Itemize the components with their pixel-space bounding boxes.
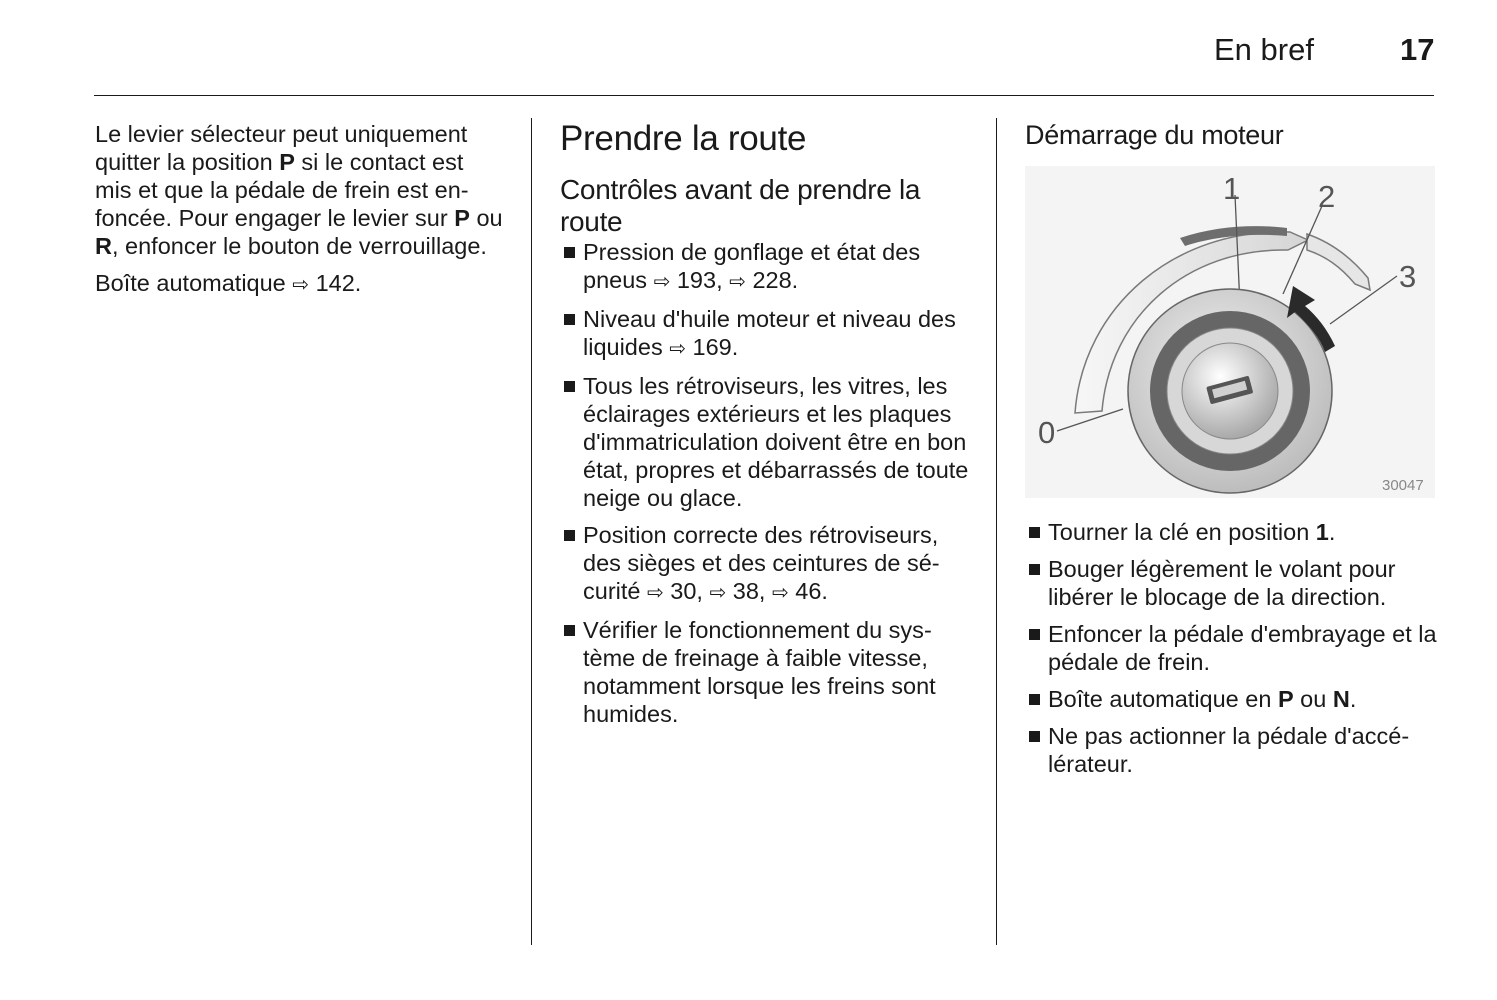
text-run: Bouger légèrement le volant pour libérer le blocage de la direction.: [1048, 556, 1396, 610]
subsection-heading: Contrôles avant de prendre la route: [560, 174, 921, 237]
page-reference[interactable]: 228.: [752, 267, 799, 293]
text-run: ou: [1293, 686, 1333, 712]
text-run: , enfoncer le bouton de verrouillage.: [111, 233, 487, 259]
page-number: 17: [1400, 32, 1435, 67]
text-run-bold: P: [454, 205, 470, 231]
reference-arrow-icon: ⇨: [292, 274, 310, 296]
page-reference[interactable]: 193,: [676, 267, 723, 293]
text-run: Boîte automatique: [95, 270, 286, 296]
text-run: Ne pas actionner la pédale d'accélérateur.: [1048, 723, 1410, 777]
paragraph-automatic-gearbox: [95, 269, 505, 299]
text-run: Niveau d'huile moteur et niveau des liquides: [583, 306, 956, 360]
position-label-3: 3: [1399, 259, 1417, 294]
text-run: Tous les rétroviseurs, les vitres, les éclairages extérieurs et les plaques d'immatriculation doivent être en bon état, propres et débarrassés de toute neige ou glace.: [583, 373, 969, 511]
list-item: [560, 372, 975, 512]
section-heading: Démarrage du moteur: [1025, 120, 1284, 150]
list-item: [1025, 518, 1440, 546]
list-item: [560, 521, 975, 607]
reference-arrow-icon: ⇨: [772, 582, 789, 604]
column-divider-2: [996, 118, 997, 945]
column-middle: [560, 118, 975, 737]
text-run-bold: N: [1332, 686, 1350, 712]
position-label-2: 2: [1318, 179, 1336, 214]
text-run: Pression de gonflage et état des pneus: [583, 239, 921, 293]
position-label-0: 0: [1038, 415, 1056, 450]
paragraph-selector-lever: [95, 120, 505, 260]
page-reference[interactable]: 142.: [315, 270, 362, 296]
text-run: .: [1349, 686, 1357, 712]
text-run: Position correcte des rétroviseurs, des sièges et des ceintures de sécurité: [583, 522, 940, 604]
text-run: Tourner la clé en position: [1048, 519, 1316, 545]
page-reference[interactable]: 38,: [732, 578, 766, 604]
header-rule: [94, 95, 1434, 96]
text-run: .: [1328, 519, 1336, 545]
figure-code: 30047: [1382, 477, 1424, 494]
list-item: [1025, 722, 1440, 778]
list-item: [1025, 620, 1440, 676]
text-run-bold: R: [95, 233, 112, 259]
text-run-bold: 1: [1315, 519, 1329, 545]
column-divider-1: [531, 118, 532, 945]
position-label-1: 1: [1223, 171, 1241, 206]
page-reference[interactable]: 46.: [795, 578, 828, 604]
text-run: Vérifier le fonctionnement du système de freinage à faible vitesse, notamment lorsque les freins sont humides.: [583, 617, 936, 727]
page-reference[interactable]: 169.: [692, 334, 739, 360]
list-item: [1025, 685, 1440, 713]
ignition-switch-illustration: [1025, 166, 1435, 498]
ignition-figure: [1025, 166, 1435, 498]
text-run: ou: [469, 205, 503, 231]
text-run-bold: P: [279, 149, 295, 175]
section-title: En bref: [1214, 32, 1314, 67]
section-heading: Prendre la route: [560, 119, 807, 158]
page-reference[interactable]: 30,: [670, 578, 703, 604]
checklist: [560, 238, 975, 728]
list-item: [560, 238, 975, 296]
list-item: [1025, 555, 1440, 611]
column-right: [1025, 118, 1440, 787]
list-item: [560, 305, 975, 363]
text-run: Le levier sélecteur peut uniquement quitter la position: [95, 121, 468, 175]
reference-arrow-icon: ⇨: [653, 271, 671, 293]
text-run-bold: P: [1277, 686, 1294, 712]
reference-arrow-icon: ⇨: [647, 582, 664, 604]
reference-arrow-icon: ⇨: [729, 271, 746, 293]
start-steps: [1025, 518, 1440, 778]
column-left: [95, 120, 505, 308]
text-run: Enfoncer la pédale d'embrayage et la pédale de frein.: [1048, 621, 1437, 675]
text-run: Boîte automatique en: [1048, 686, 1278, 712]
text-run: si le contact est mis et que la pédale de frein est enfoncée. Pour engager le levier sur: [95, 149, 469, 231]
reference-arrow-icon: ⇨: [669, 338, 686, 360]
list-item: [560, 616, 975, 728]
reference-arrow-icon: ⇨: [709, 582, 727, 604]
